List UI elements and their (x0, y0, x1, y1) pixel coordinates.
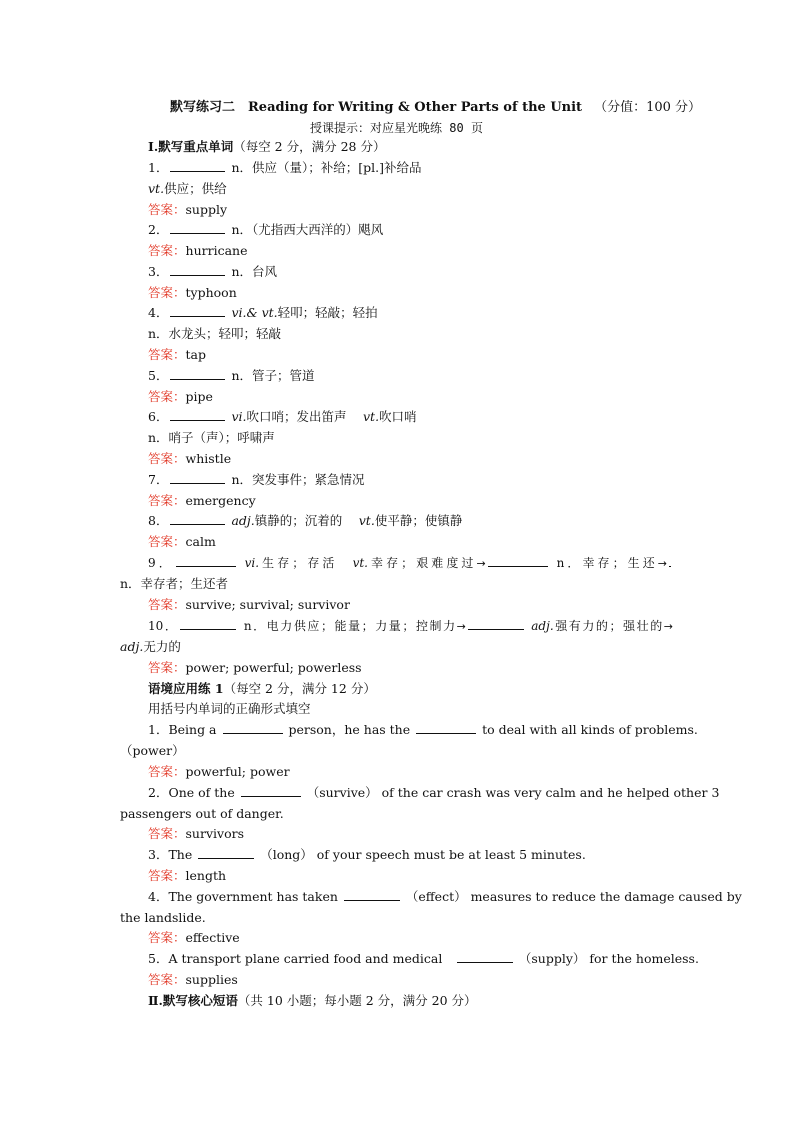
q4-definition: 轻叩；轻敲；轻拍 (277, 305, 378, 320)
c1-blank-1[interactable] (223, 721, 283, 734)
q10-pos3: adj. (120, 639, 144, 654)
answer-label: 答案： (148, 389, 186, 404)
answer-label: 答案： (148, 243, 186, 258)
q7-number: 7． (148, 472, 169, 487)
question-5 (148, 367, 315, 385)
q7-answer-text: emergency (185, 493, 256, 508)
context-question-3 (148, 846, 586, 864)
q8-pos2: vt. (358, 513, 375, 528)
section2-heading (148, 992, 477, 1010)
c2-answer (148, 825, 244, 843)
q9-answer-text: survive; survival; survivor (185, 597, 350, 612)
q8-definition: 镇静的；沉着的 (254, 513, 343, 528)
q4-blank[interactable] (170, 304, 225, 317)
q1-definition: n．供应（量）；补给；[pl.]补给品 (231, 160, 422, 175)
c4-hint: （effect） (405, 889, 467, 904)
c4-text-c: measures to reduce the damage caused by (470, 889, 742, 904)
q5-answer (148, 388, 213, 406)
context-instruction: 用括号内单词的正确形式填空 (148, 701, 311, 716)
q9-answer (148, 596, 350, 614)
question-2 (148, 221, 383, 239)
answer-label: 答案： (148, 285, 186, 300)
c3-text-c: of your speech must be at least 5 minutes. (316, 847, 586, 862)
q4-pos: vi.& vt. (231, 305, 278, 320)
q10-blank-1[interactable] (180, 617, 236, 630)
c5-answer (148, 971, 238, 989)
section2-title: Ⅱ.默写核心短语 (148, 993, 238, 1008)
answer-label: 答案： (148, 597, 186, 612)
c1-text-a: Being a (168, 722, 217, 737)
q4-answer-text: tap (185, 347, 206, 362)
context-question-1 (148, 721, 698, 739)
q9-definition-2: n．幸存者；生还者 (120, 576, 229, 591)
q1-answer-text: supply (185, 202, 228, 217)
q3-definition: n．台风 (231, 264, 277, 279)
c4-blank[interactable] (344, 888, 400, 901)
q1-pos: vt. (148, 181, 165, 196)
q5-number: 5． (148, 368, 169, 383)
c1-answer-text: powerful; power (185, 764, 290, 779)
c3-answer-text: length (185, 868, 227, 883)
c4-text-a: The government has taken (168, 889, 338, 904)
q9-definition-b: 幸存；艰难度过 (367, 556, 477, 570)
q6-definition-2: n．哨子（声）；呼啸声 (148, 430, 275, 445)
c2-text-c: of the car crash was very calm and he helped other 3 (381, 785, 720, 800)
c5-blank[interactable] (457, 950, 513, 963)
c1-text-b: person，he has the (288, 722, 411, 737)
c2-text-d: passengers out of danger. (120, 806, 284, 821)
context-question-4 (148, 888, 742, 906)
q9-number: 9． (148, 556, 174, 570)
q10-definition-2 (120, 638, 181, 656)
section1-title: Ⅰ.默写重点单词 (148, 139, 234, 154)
c5-text-a: A transport plane carried food and medical (168, 951, 443, 966)
question-10 (148, 617, 673, 636)
q1-answer (148, 201, 227, 219)
question-4 (148, 304, 378, 322)
q9-pos1: vi. (244, 556, 260, 570)
arrow-icon: → (456, 620, 466, 633)
q8-pos1: adj. (231, 513, 255, 528)
q6-answer-text: whistle (185, 451, 232, 466)
c3-number: 3． (148, 847, 169, 862)
q4-answer (148, 346, 206, 364)
answer-label: 答案： (148, 826, 186, 841)
q4-definition-2: n．水龙头；轻叩；轻敲 (148, 326, 282, 341)
answer-label: 答案： (148, 202, 186, 217)
q1-definition-2 (148, 180, 227, 198)
answer-label: 答案： (148, 493, 186, 508)
c1-text-c: to deal with all kinds of problems. (482, 722, 698, 737)
context-title: 语境应用练 1 (148, 681, 224, 696)
c3-hint: （long） (260, 847, 313, 862)
q5-blank[interactable] (170, 367, 225, 380)
q6-pos1: vi. (231, 409, 247, 424)
c1-number: 1． (148, 722, 169, 737)
question-3 (148, 263, 277, 281)
context-heading (148, 680, 376, 698)
q2-number: 2． (148, 222, 169, 237)
q6-definition: 吹口哨；发出笛声 (246, 409, 347, 424)
q8-definition-b: 使平静；使镇静 (374, 513, 463, 528)
question-6 (148, 408, 417, 426)
q6-definition-b: 吹口哨 (379, 409, 417, 424)
q4-number: 4． (148, 305, 169, 320)
section1-note: （每空 2 分，满分 28 分） (233, 139, 386, 154)
q2-answer (148, 242, 247, 260)
q8-number: 8． (148, 513, 169, 528)
c5-text-c: for the homeless. (589, 951, 699, 966)
question-8 (148, 512, 462, 530)
c1-answer (148, 763, 290, 781)
q9-pos2: vt. (352, 556, 368, 570)
q10-definition: n．电力供应；能量；力量；控制力 (243, 619, 457, 633)
answer-label: 答案： (148, 451, 186, 466)
answer-label: 答案： (148, 534, 186, 549)
q8-answer (148, 533, 216, 551)
c2-hint: （survive） (306, 785, 378, 800)
q10-definition-c: 无力的 (143, 639, 181, 654)
answer-label: 答案： (148, 660, 186, 675)
q10-answer (148, 659, 362, 677)
c4-answer (148, 929, 240, 947)
c4-answer-text: effective (185, 930, 240, 945)
q7-answer (148, 492, 256, 510)
c5-number: 5． (148, 951, 169, 966)
q10-pos2: adj. (531, 619, 554, 633)
q3-blank[interactable] (170, 263, 225, 276)
arrow-icon: → (476, 557, 486, 570)
answer-label: 答案： (148, 764, 186, 779)
c5-answer-text: supplies (185, 972, 238, 987)
c2-answer-text: survivors (185, 826, 244, 841)
q8-blank[interactable] (170, 512, 225, 525)
q5-answer-text: pipe (185, 389, 213, 404)
q10-definition-b: 强有力的；强壮的 (553, 619, 664, 633)
q7-definition: n．突发事件；紧急情况 (231, 472, 365, 487)
q3-number: 3． (148, 264, 169, 279)
answer-label: 答案： (148, 868, 186, 883)
c4-text-d: the landslide. (120, 910, 206, 925)
q10-answer-text: power; powerful; powerless (185, 660, 362, 675)
q10-number: 10． (148, 619, 179, 633)
c3-blank[interactable] (198, 846, 254, 859)
q9-blank-1[interactable] (176, 554, 236, 567)
q2-definition: n．（尤指西大西洋的）飓风 (231, 222, 384, 237)
answer-label: 答案： (148, 347, 186, 362)
c2-text-a: One of the (168, 785, 235, 800)
q9-blank-3[interactable] (669, 554, 671, 567)
question-1 (148, 159, 421, 177)
q1-def2-text: 供应；供给 (164, 181, 227, 196)
arrow-icon: → (657, 557, 667, 570)
answer-label: 答案： (148, 930, 186, 945)
q7-blank[interactable] (170, 471, 225, 484)
q6-number: 6． (148, 409, 169, 424)
c3-answer (148, 867, 226, 885)
context-question-5 (148, 950, 699, 968)
c1-hint: （power） (120, 743, 185, 758)
q6-pos2: vt. (362, 409, 380, 424)
q10-blank-2[interactable] (468, 617, 524, 630)
q6-answer (148, 450, 231, 468)
q9-blank-2[interactable] (488, 554, 548, 567)
arrow-icon: → (663, 620, 673, 633)
q2-answer-text: hurricane (185, 243, 248, 258)
q3-answer-text: typhoon (185, 285, 237, 300)
context-note: （每空 2 分，满分 12 分） (223, 681, 376, 696)
c3-text-a: The (168, 847, 193, 862)
q1-number: 1． (148, 160, 169, 175)
q9-definition: 生存；存活 (259, 556, 338, 570)
q6-blank[interactable] (170, 408, 225, 421)
q2-blank[interactable] (170, 221, 225, 234)
question-7 (148, 471, 365, 489)
q9-definition-c: n．幸存；生还 (556, 556, 658, 570)
q3-answer (148, 284, 237, 302)
q8-answer-text: calm (185, 534, 216, 549)
question-9 (148, 554, 673, 573)
teaching-hint: 授课提示：对应星光晚练 80 页 (310, 121, 483, 135)
section2-note: （共 10 小题；每小题 2 分，满分 20 分） (237, 993, 477, 1008)
section1-heading (148, 138, 385, 156)
q5-definition: n．管子；管道 (231, 368, 315, 383)
c2-number: 2． (148, 785, 169, 800)
c5-hint: （supply） (518, 951, 586, 966)
answer-label: 答案： (148, 972, 186, 987)
page-title (170, 96, 702, 115)
c1-blank-2[interactable] (416, 721, 476, 734)
c2-blank[interactable] (241, 784, 301, 797)
score-note: （分值：100 分） (594, 100, 702, 115)
title-text: 默写练习二 Reading for Writing & Other Parts of the Unit (170, 100, 583, 115)
q1-blank[interactable] (170, 159, 225, 172)
c4-number: 4． (148, 889, 169, 904)
context-question-2 (148, 784, 720, 802)
